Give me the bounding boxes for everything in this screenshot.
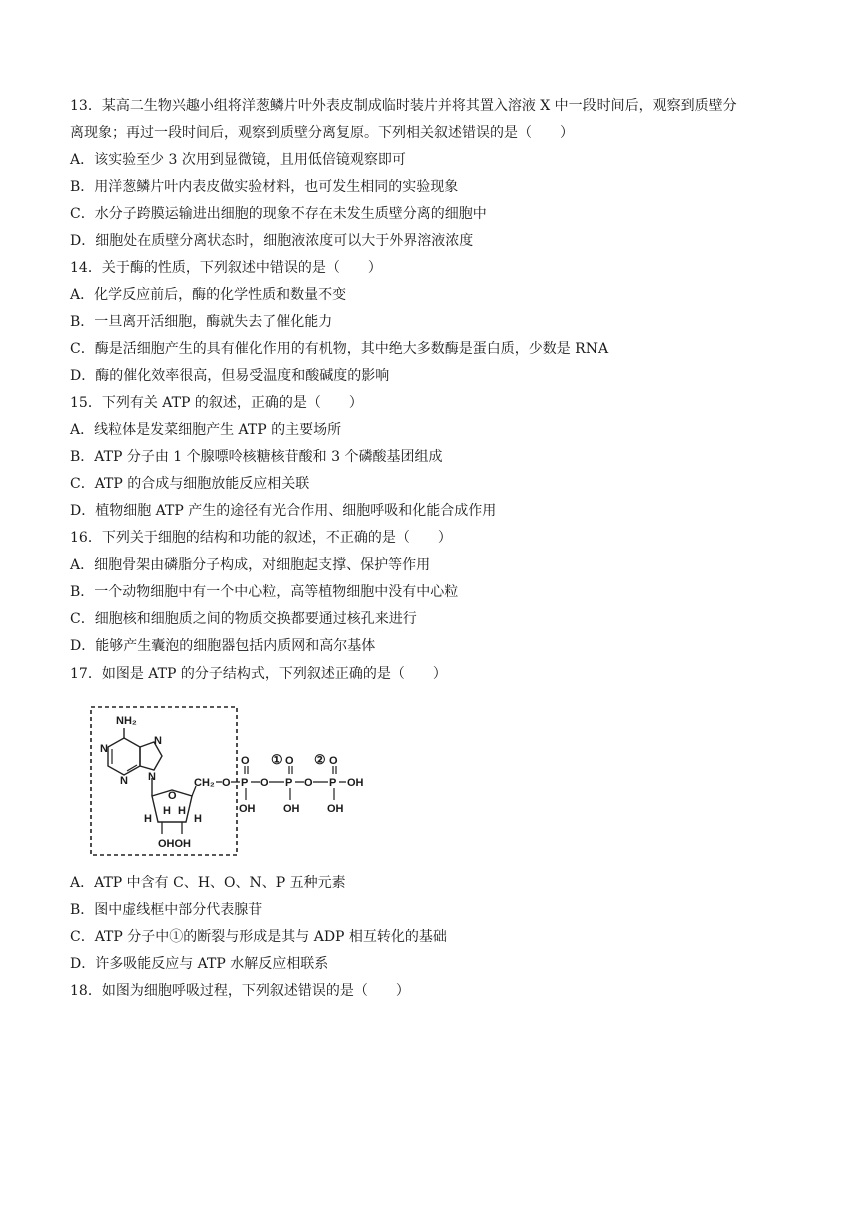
question-17-option-d: D．许多吸能反应与 ATP 水解反应相联系 xyxy=(70,956,329,972)
question-14-option-d: D．酶的催化效率很高，但易受温度和酸碱度的影响 xyxy=(70,368,390,384)
label-oh-beta: OH xyxy=(283,803,300,815)
label-o-ester: O xyxy=(222,777,231,789)
atp-structure-diagram xyxy=(88,704,378,862)
question-15-stem: 15．下列有关 ATP 的叙述，正确的是（ ） xyxy=(70,395,363,411)
question-17-option-c: C．ATP 分子中①的断裂与形成是其与 ADP 相互转化的基础 xyxy=(70,929,447,945)
label-o-gamma: O xyxy=(329,755,338,767)
label-nh2: NH₂ xyxy=(116,715,137,727)
label-h-4: H xyxy=(194,813,202,825)
label-n-9: N xyxy=(148,771,156,783)
question-17-option-a: A．ATP 中含有 C、H、O、N、P 五种元素 xyxy=(70,875,346,891)
label-h-1: H xyxy=(144,813,152,825)
question-13-option-b: B．用洋葱鳞片叶内表皮做实验材料，也可发生相同的实验现象 xyxy=(70,179,459,195)
question-18-stem: 18．如图为细胞呼吸过程，下列叙述错误的是（ ） xyxy=(70,983,410,999)
label-n-3: N xyxy=(120,775,128,787)
label-o-bridge-2: O xyxy=(304,777,313,789)
label-h-2: H xyxy=(163,805,171,817)
question-13-option-c: C．水分子跨膜运输进出细胞的现象不存在未发生质壁分离的细胞中 xyxy=(70,206,487,222)
question-15-option-b: B．ATP 分子由 1 个腺嘌呤核糖核苷酸和 3 个磷酸基团组成 xyxy=(70,449,443,465)
adenosine-dashed-frame xyxy=(91,707,237,855)
label-oh-gamma-right: OH xyxy=(347,777,364,789)
label-p-beta: P xyxy=(285,777,293,789)
question-15-option-a: A．线粒体是发菜细胞产生 ATP 的主要场所 xyxy=(70,422,342,438)
question-15-option-d: D．植物细胞 ATP 产生的途径有光合作用、细胞呼吸和化能合成作用 xyxy=(70,503,497,519)
label-ohoh: OHOH xyxy=(158,838,191,850)
label-h-3: H xyxy=(178,805,186,817)
label-p-alpha: P xyxy=(241,777,249,789)
bond-marker-1: ① xyxy=(271,752,283,767)
label-oh-gamma-bottom: OH xyxy=(327,803,344,815)
label-ring-o: O xyxy=(168,790,177,802)
question-15-option-c: C．ATP 的合成与细胞放能反应相关联 xyxy=(70,476,310,492)
label-n-7: N xyxy=(154,735,162,747)
question-13-stem-line-1: 13．某高二生物兴趣小组将洋葱鳞片叶外表皮制成临时装片并将其置入溶液 X 中一段时间后，观察到质壁分 xyxy=(70,98,737,114)
label-o-alpha: O xyxy=(241,755,250,767)
label-oh-alpha: OH xyxy=(239,803,256,815)
label-n-1: N xyxy=(100,743,108,755)
question-16-option-b: B．一个动物细胞中有一个中心粒，高等植物细胞中没有中心粒 xyxy=(70,584,459,600)
question-14-stem: 14．关于酶的性质，下列叙述中错误的是（ ） xyxy=(70,260,382,276)
question-13-option-d: D．细胞处在质壁分离状态时，细胞液浓度可以大于外界溶液浓度 xyxy=(70,233,474,249)
question-13-option-a: A．该实验至少 3 次用到显微镜，且用低倍镜观察即可 xyxy=(70,152,406,168)
question-16-option-d: D．能够产生囊泡的细胞器包括内质网和高尔基体 xyxy=(70,638,376,654)
question-14-option-b: B．一旦离开活细胞，酶就失去了催化能力 xyxy=(70,314,333,330)
bond-marker-2: ② xyxy=(314,752,326,767)
label-o-beta: O xyxy=(285,755,294,767)
question-14-option-c: C．酶是活细胞产生的具有催化作用的有机物，其中绝大多数酶是蛋白质，少数是 RNA xyxy=(70,341,609,357)
question-17-option-b: B．图中虚线框中部分代表腺苷 xyxy=(70,902,263,918)
question-16-stem: 16．下列关于细胞的结构和功能的叙述，不正确的是（ ） xyxy=(70,530,452,546)
question-13-stem-line-2: 离现象；再过一段时间后，观察到质壁分离复原。下列相关叙述错误的是（ ） xyxy=(70,125,574,141)
question-16-option-c: C．细胞核和细胞质之间的物质交换都要通过核孔来进行 xyxy=(70,611,417,627)
label-ch2: CH₂ xyxy=(194,777,215,789)
pyrimidine-ring xyxy=(108,738,140,775)
label-o-bridge-1: O xyxy=(260,777,269,789)
question-16-option-a: A．细胞骨架由磷脂分子构成，对细胞起支撑、保护等作用 xyxy=(70,557,431,573)
question-14-option-a: A．化学反应前后，酶的化学性质和数量不变 xyxy=(70,287,347,303)
label-p-gamma: P xyxy=(329,777,337,789)
atp-structure-figure xyxy=(88,704,378,862)
question-17-stem: 17．如图是 ATP 的分子结构式，下列叙述正确的是（ ） xyxy=(70,666,447,682)
